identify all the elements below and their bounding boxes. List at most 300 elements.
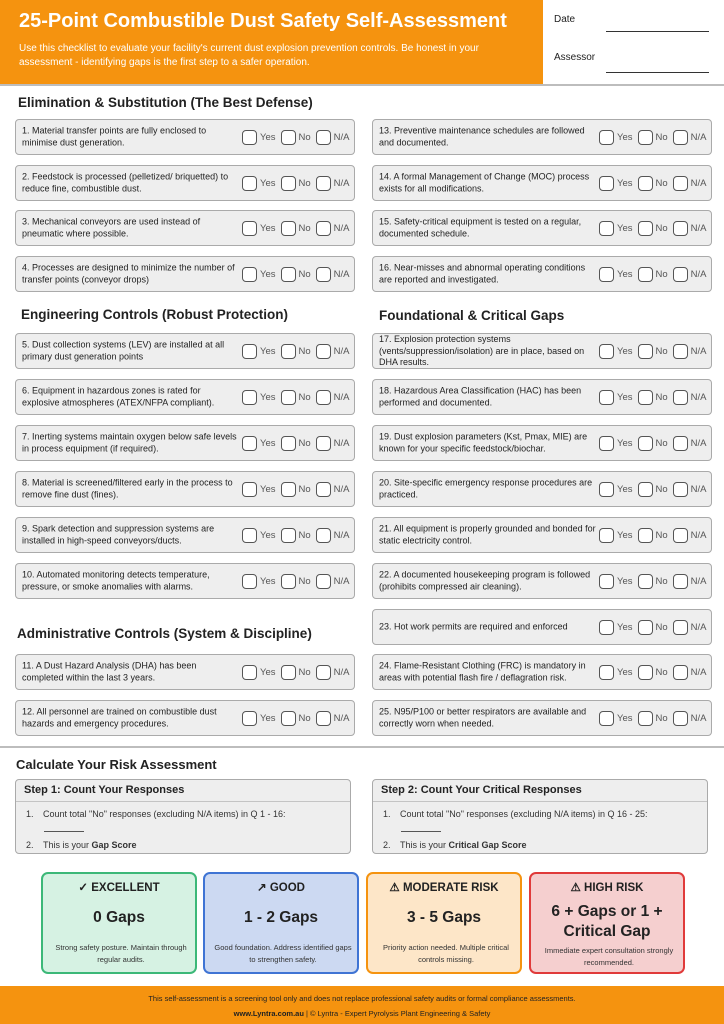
no-checkbox[interactable] [638,665,653,680]
date-label: Date [554,14,576,25]
option-label: Yes [260,575,276,587]
option-yes[interactable] [599,528,633,543]
option-label: Yes [260,391,276,403]
checklist-item-17 [372,333,712,369]
checklist-item-14 [372,165,712,201]
yes-checkbox[interactable] [599,436,614,451]
option-yes[interactable] [242,267,276,282]
no-checkbox[interactable] [638,528,653,543]
option-yes[interactable] [599,390,633,405]
answer-options [242,664,355,680]
section-heading-foundational: Foundational & Critical Gaps [379,308,565,323]
option-label: Yes [617,177,633,189]
answer-options [242,175,355,191]
na-checkbox[interactable] [673,711,688,726]
footer-credits: www.Lyntra.com.au | © Lyntra - Expert Pyrolysis Plant Engineering & Safety [233,1009,491,1018]
option-label: No [655,483,668,495]
na-checkbox[interactable] [316,267,331,282]
option-na[interactable] [673,665,707,680]
option-label: N/A [333,483,350,495]
na-checkbox[interactable] [673,221,688,236]
item-text: 3. Mechanical conveyors are used instead of pneumatic where possible. [22,216,201,238]
option-label: No [298,437,311,449]
option-label: No [655,177,668,189]
yes-checkbox[interactable] [242,221,257,236]
option-na[interactable] [316,711,350,726]
yes-checkbox[interactable] [242,711,257,726]
yes-checkbox[interactable] [242,176,257,191]
option-label: N/A [333,391,350,403]
option-label: No [655,222,668,234]
card-heading: ⚠ HIGH RISK [570,882,644,894]
page-title: 25-Point Combustible Dust Safety Self-Assessment [19,10,507,32]
assessor-field[interactable] [606,72,709,73]
option-label: No [298,712,311,724]
answer-options [599,389,712,405]
yes-checkbox[interactable] [599,390,614,405]
option-yes[interactable] [242,344,276,359]
option-label: No [298,575,311,587]
item-text: 22. A documented housekeeping program is followed (prohibits compressed air cleaning). [379,569,591,591]
option-no[interactable] [281,221,311,236]
step1-answer-blank[interactable] [44,831,84,832]
option-yes[interactable] [242,665,276,680]
item-text: 14. A formal Management of Change (MOC) process exists for all modifications. [379,171,590,193]
option-label: N/A [690,391,707,403]
option-no[interactable] [638,620,668,635]
checklist-item-6 [15,379,355,415]
option-na[interactable] [316,436,350,451]
option-yes[interactable] [242,436,276,451]
option-yes[interactable] [242,130,276,145]
option-no[interactable] [638,130,668,145]
option-yes[interactable] [599,221,633,236]
no-checkbox[interactable] [638,130,653,145]
option-na[interactable] [316,574,350,589]
warning-icon: ⚠ [389,882,400,894]
option-label: N/A [690,268,707,280]
option-no[interactable] [638,176,668,191]
na-checkbox[interactable] [673,528,688,543]
checklist-item-5 [15,333,355,369]
option-na[interactable] [316,176,350,191]
checklist-item-12 [15,700,355,736]
answer-options [242,389,355,405]
option-no[interactable] [281,482,311,497]
option-no[interactable] [281,574,311,589]
answer-options [599,220,712,236]
option-na[interactable] [316,130,350,145]
card-heading: ✓ EXCELLENT [78,882,160,894]
option-label: No [655,345,668,357]
trend-up-icon: ↗ [257,882,267,894]
answer-options [599,527,712,543]
check-icon: ✓ [78,882,89,894]
yes-checkbox[interactable] [599,482,614,497]
item-text: 18. Hazardous Area Classification (HAC) has been performed and documented. [379,385,582,407]
item-text: 19. Dust explosion parameters (Kst, Pmax, MIE) are known for your specific feedstock/biochar. [379,431,588,453]
option-label: Yes [260,131,276,143]
option-na[interactable] [316,665,350,680]
header-banner [0,0,543,84]
no-checkbox[interactable] [638,436,653,451]
option-na[interactable] [673,390,707,405]
option-label: Yes [617,621,633,633]
item-text: 10. Automated monitoring detects temperature, pressure, or smoke anomalies with alarms. [22,569,210,591]
na-checkbox[interactable] [673,130,688,145]
no-checkbox[interactable] [281,711,296,726]
option-label: N/A [690,575,707,587]
answer-options [242,710,355,726]
item-text: 4. Processes are designed to minimize the number of transfer points (conveyor drops) [22,262,235,284]
option-na[interactable] [673,620,707,635]
card-heading: ↗ GOOD [257,882,305,894]
checklist-item-1 [15,119,355,155]
option-na[interactable] [673,574,707,589]
yes-checkbox[interactable] [242,130,257,145]
option-label: No [655,712,668,724]
no-checkbox[interactable] [281,130,296,145]
option-na[interactable] [316,482,350,497]
na-checkbox[interactable] [316,390,331,405]
warning-icon: ⚠ [570,882,581,894]
option-no[interactable] [281,267,311,282]
step2-line2: 2. This is your Critical Gap Score [383,840,527,850]
option-no[interactable] [638,574,668,589]
date-field[interactable] [606,31,709,32]
option-label: Yes [260,222,276,234]
no-checkbox[interactable] [281,390,296,405]
option-yes[interactable] [242,574,276,589]
option-label: No [655,437,668,449]
option-na[interactable] [673,267,707,282]
page-subtitle: Use this checklist to evaluate your facility's current dust explosion prevention controls. Be honest in your assessment - identifying gaps is the first step to a safer operation. [19,43,479,68]
option-label: N/A [690,222,707,234]
option-yes[interactable] [599,620,633,635]
answer-options [242,220,355,236]
step1-title: Step 1: Count Your Responses [16,780,350,802]
option-yes[interactable] [599,176,633,191]
checklist-item-15 [372,210,712,246]
option-label: Yes [260,437,276,449]
option-yes[interactable] [599,130,633,145]
answer-options [599,710,712,726]
option-label: N/A [690,131,707,143]
checklist-item-18 [372,379,712,415]
na-checkbox[interactable] [316,344,331,359]
answer-options [599,573,712,589]
na-checkbox[interactable] [316,574,331,589]
na-checkbox[interactable] [316,711,331,726]
option-no[interactable] [638,390,668,405]
yes-checkbox[interactable] [242,390,257,405]
na-checkbox[interactable] [673,574,688,589]
na-checkbox[interactable] [316,130,331,145]
no-checkbox[interactable] [638,267,653,282]
option-yes[interactable] [242,221,276,236]
step2-line1: 1. Count total "No" responses (excluding N/A items) in Q 16 - 25: [383,809,648,819]
answer-options [599,664,712,680]
yes-checkbox[interactable] [599,620,614,635]
option-label: Yes [260,345,276,357]
option-na[interactable] [673,436,707,451]
option-yes[interactable] [599,665,633,680]
na-checkbox[interactable] [316,176,331,191]
answer-options [242,435,355,451]
yes-checkbox[interactable] [242,528,257,543]
yes-checkbox[interactable] [242,665,257,680]
yes-checkbox[interactable] [599,344,614,359]
na-checkbox[interactable] [673,620,688,635]
option-label: N/A [690,345,707,357]
option-label: No [298,177,311,189]
checklist-item-10 [15,563,355,599]
no-checkbox[interactable] [638,620,653,635]
item-text: 25. N95/P100 or better respirators are available and correctly worn when needed. [379,706,587,728]
item-text: 2. Feedstock is processed (pelletized/ briquetted) to reduce fine, combustible dust. [22,171,229,193]
score-card-good [203,872,359,974]
footer-disclaimer: This self-assessment is a screening tool only and does not replace professional safety audits or formal compliance assessments. [148,994,576,1003]
no-checkbox[interactable] [638,574,653,589]
option-na[interactable] [316,267,350,282]
yes-checkbox[interactable] [242,482,257,497]
yes-checkbox[interactable] [599,267,614,282]
item-text: 15. Safety-critical equipment is tested on a regular, documented schedule. [379,216,582,238]
option-no[interactable] [638,221,668,236]
item-text: 24. Flame-Resistant Clothing (FRC) is mandatory in areas with potential flash fire / deflagration risk. [379,660,586,682]
option-yes[interactable] [599,574,633,589]
no-checkbox[interactable] [281,267,296,282]
option-na[interactable] [673,482,707,497]
yes-checkbox[interactable] [242,436,257,451]
card-description: Good foundation. Address identified gaps to strengthen safety. [214,943,352,964]
section-heading-administrative: Administrative Controls (System & Discipline) [17,626,312,641]
page-header [0,0,724,84]
option-yes[interactable] [599,267,633,282]
no-checkbox[interactable] [281,665,296,680]
checklist-item-3 [15,210,355,246]
na-checkbox[interactable] [316,482,331,497]
no-checkbox[interactable] [638,176,653,191]
step1-panel [15,779,351,854]
option-label: N/A [690,177,707,189]
no-checkbox[interactable] [281,176,296,191]
option-no[interactable] [281,665,311,680]
answer-options [599,175,712,191]
option-yes[interactable] [599,711,633,726]
option-label: No [655,268,668,280]
item-text: 5. Dust collection systems (LEV) are installed at all primary dust generation points [22,339,225,361]
page-footer [0,986,724,1024]
option-yes[interactable] [599,344,633,359]
option-na[interactable] [673,176,707,191]
option-no[interactable] [281,711,311,726]
card-range: 1 - 2 Gaps [243,909,319,926]
na-checkbox[interactable] [316,221,331,236]
option-label: N/A [333,222,350,234]
na-checkbox[interactable] [316,665,331,680]
na-checkbox[interactable] [673,176,688,191]
option-label: N/A [690,712,707,724]
card-range: 6 + Gaps or 1 + Critical Gap [551,903,663,940]
na-checkbox[interactable] [673,436,688,451]
option-na[interactable] [316,344,350,359]
yes-checkbox[interactable] [599,528,614,543]
no-checkbox[interactable] [638,390,653,405]
footer-url[interactable]: www.Lyntra.com.au [233,1009,304,1018]
score-card-excellent [41,872,197,974]
na-checkbox[interactable] [673,267,688,282]
option-no[interactable] [281,528,311,543]
calc-divider [0,746,724,748]
option-yes[interactable] [599,436,633,451]
no-checkbox[interactable] [638,711,653,726]
yes-checkbox[interactable] [599,221,614,236]
option-na[interactable] [673,711,707,726]
no-checkbox[interactable] [281,574,296,589]
option-yes[interactable] [242,482,276,497]
checklist-item-16 [372,256,712,292]
option-yes[interactable] [242,528,276,543]
no-checkbox[interactable] [281,344,296,359]
option-label: N/A [333,131,350,143]
assessor-label: Assessor [554,52,596,63]
yes-checkbox[interactable] [242,574,257,589]
checklist-item-8 [15,471,355,507]
checklist-item-20 [372,471,712,507]
no-checkbox[interactable] [281,482,296,497]
answer-options [599,619,712,635]
checklist-item-21 [372,517,712,553]
option-label: No [298,268,311,280]
yes-checkbox[interactable] [242,267,257,282]
card-range: 3 - 5 Gaps [406,909,482,926]
answer-options [242,481,355,497]
option-no[interactable] [638,528,668,543]
item-text: 20. Site-specific emergency response procedures are practiced. [379,477,593,499]
option-label: No [298,131,311,143]
option-label: Yes [260,268,276,280]
option-label: N/A [333,666,350,678]
calc-title: Calculate Your Risk Assessment [16,757,217,772]
option-label: No [298,483,311,495]
option-label: N/A [333,712,350,724]
step2-title: Step 2: Count Your Critical Responses [373,780,707,802]
score-card-high-risk [529,872,685,974]
item-text: 7. Inerting systems maintain oxygen below safe levels in process equipment (if required). [22,431,237,453]
step2-answer-blank[interactable] [401,831,441,832]
no-checkbox[interactable] [281,221,296,236]
card-description: Strong safety posture. Maintain through regular audits. [55,943,187,964]
option-na[interactable] [673,528,707,543]
option-no[interactable] [281,436,311,451]
option-label: N/A [690,529,707,541]
option-label: Yes [617,222,633,234]
option-label: No [298,391,311,403]
option-na[interactable] [316,390,350,405]
item-text: 9. Spark detection and suppression systems are installed in high-speed conveyors/ducts. [22,523,215,545]
option-na[interactable] [316,528,350,543]
checklist-item-4 [15,256,355,292]
checklist-item-19 [372,425,712,461]
step1-line1: 1. Count total "No" responses (excluding N/A items) in Q 1 - 16: [26,809,286,819]
no-checkbox[interactable] [281,528,296,543]
checklist-item-23 [372,609,712,645]
na-checkbox[interactable] [316,436,331,451]
checklist-item-13 [372,119,712,155]
yes-checkbox[interactable] [599,176,614,191]
option-label: Yes [260,666,276,678]
option-na[interactable] [673,221,707,236]
checklist-item-7 [15,425,355,461]
checklist-item-24 [372,654,712,690]
option-yes[interactable] [599,482,633,497]
yes-checkbox[interactable] [599,711,614,726]
no-checkbox[interactable] [638,344,653,359]
item-text: 13. Preventive maintenance schedules are followed and documented. [379,125,585,147]
yes-checkbox[interactable] [599,130,614,145]
step2-panel [372,779,708,854]
card-heading: ⚠ MODERATE RISK [389,882,499,894]
na-checkbox[interactable] [673,482,688,497]
option-yes[interactable] [242,176,276,191]
option-yes[interactable] [242,711,276,726]
option-label: N/A [333,575,350,587]
option-no[interactable] [281,390,311,405]
item-text: 17. Explosion protection systems (vents/suppression/isolation) are in place, based on DHA results. [379,333,585,367]
checklist-item-25 [372,700,712,736]
option-no[interactable] [638,482,668,497]
option-no[interactable] [638,711,668,726]
option-na[interactable] [316,221,350,236]
option-label: Yes [617,437,633,449]
option-na[interactable] [673,130,707,145]
option-no[interactable] [281,344,311,359]
option-na[interactable] [673,344,707,359]
header-meta [543,0,724,84]
na-checkbox[interactable] [316,528,331,543]
option-no[interactable] [638,665,668,680]
answer-options [599,343,712,359]
na-checkbox[interactable] [673,665,688,680]
option-no[interactable] [638,436,668,451]
option-label: Yes [617,712,633,724]
na-checkbox[interactable] [673,390,688,405]
option-label: Yes [617,529,633,541]
item-text: 8. Material is screened/filtered early in the process to remove fine dust (fines). [22,477,233,499]
option-label: Yes [260,529,276,541]
no-checkbox[interactable] [638,482,653,497]
no-checkbox[interactable] [638,221,653,236]
option-yes[interactable] [242,390,276,405]
option-no[interactable] [281,176,311,191]
step1-line2: 2. This is your Gap Score [26,840,137,850]
item-text: 6. Equipment in hazardous zones is rated for explosive atmospheres (ATEX/NFPA compliant). [22,385,215,407]
item-text: 11. A Dust Hazard Analysis (DHA) has been completed within the last 3 years. [22,660,197,682]
option-no[interactable] [281,130,311,145]
option-label: N/A [333,177,350,189]
option-no[interactable] [638,267,668,282]
option-label: N/A [333,345,350,357]
option-label: No [655,391,668,403]
yes-checkbox[interactable] [599,574,614,589]
option-label: No [298,222,311,234]
na-checkbox[interactable] [673,344,688,359]
yes-checkbox[interactable] [599,665,614,680]
option-no[interactable] [638,344,668,359]
no-checkbox[interactable] [281,436,296,451]
yes-checkbox[interactable] [242,344,257,359]
